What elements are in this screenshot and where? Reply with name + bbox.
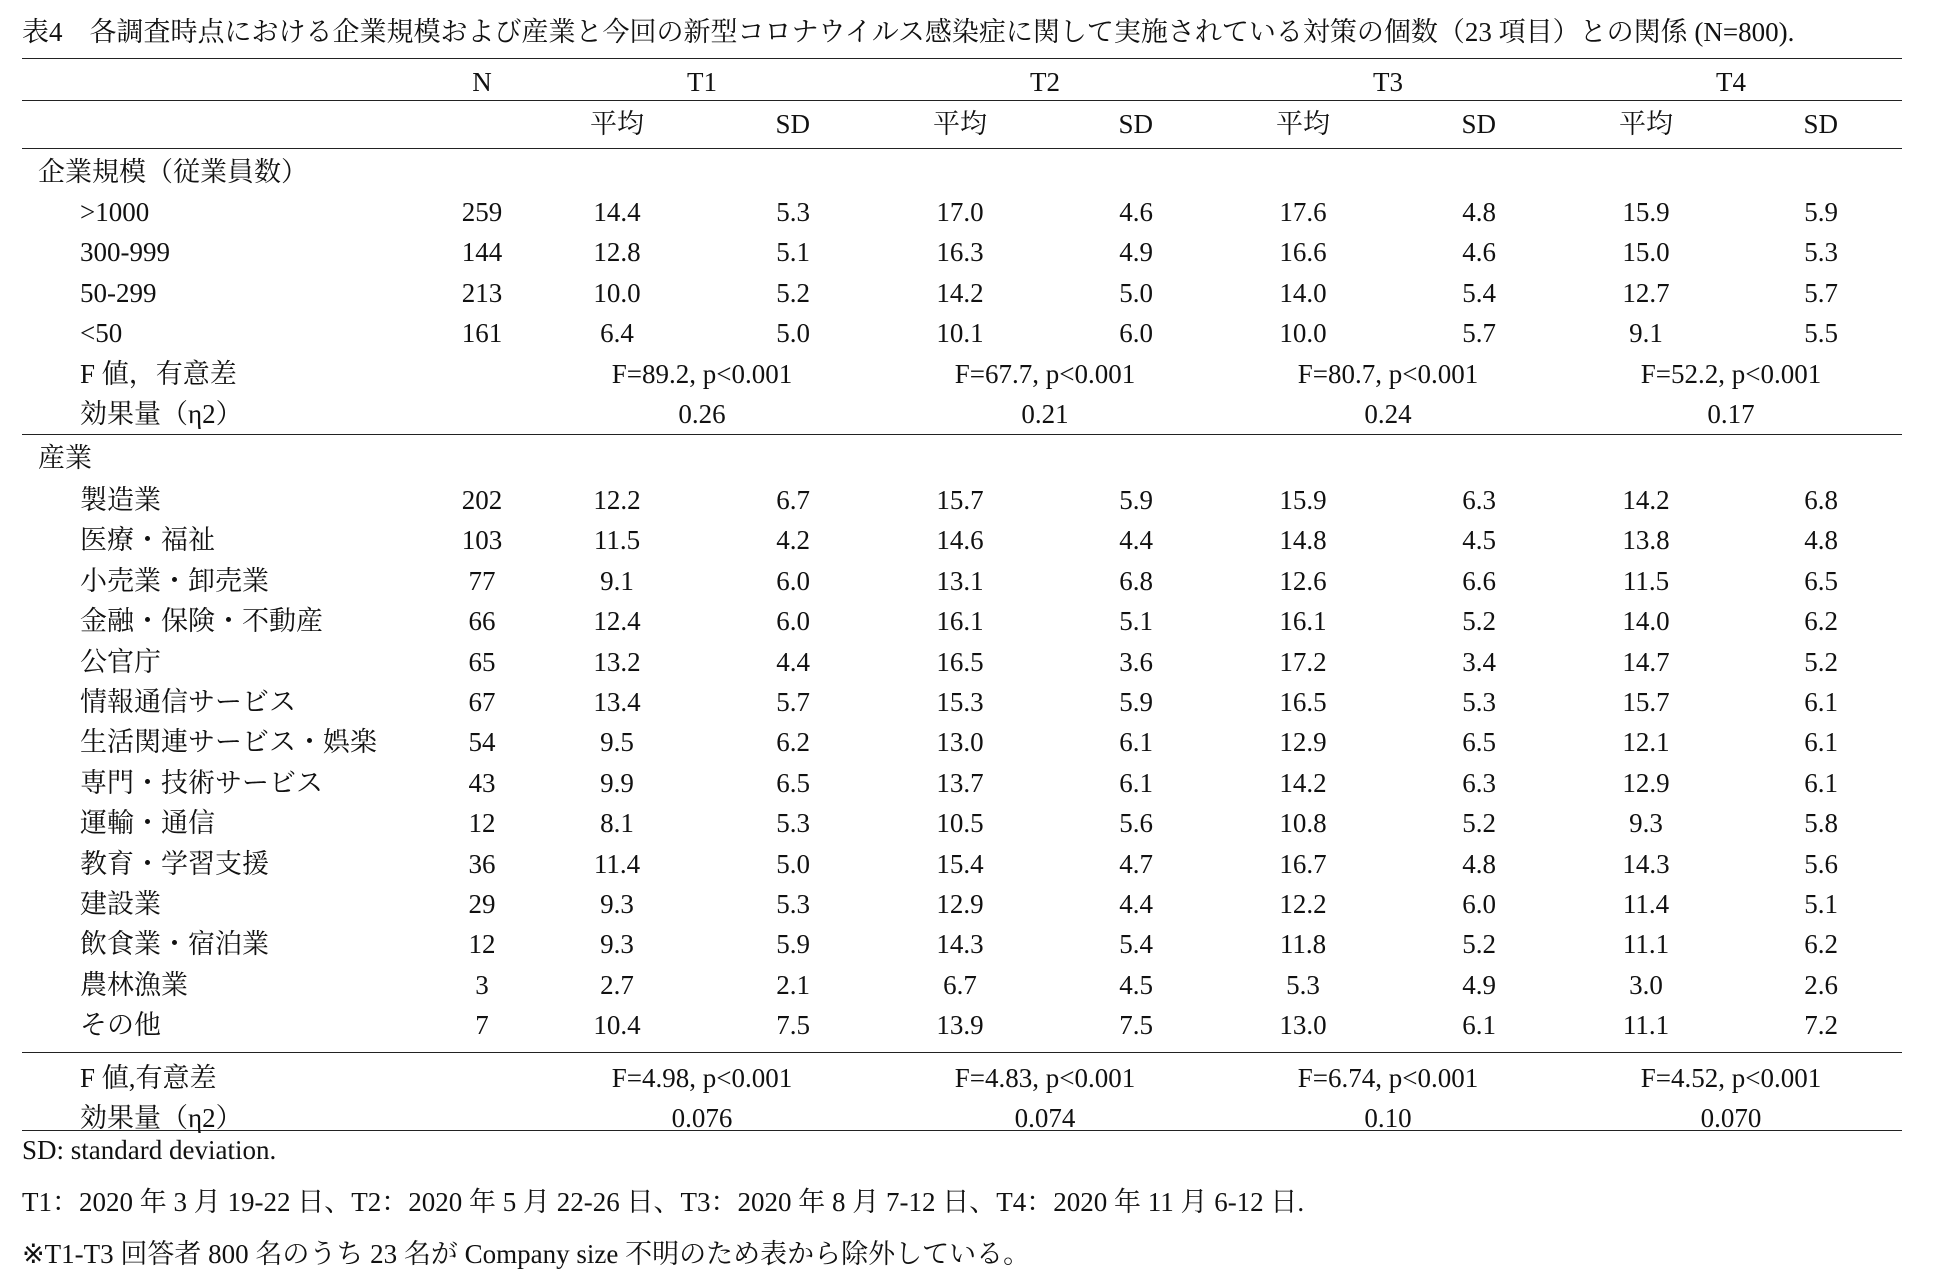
cell-mean-t3: 10.8	[1279, 808, 1327, 839]
header-mean-t1: 平均	[590, 109, 644, 139]
cell-sd-t2: 5.0	[1119, 277, 1153, 308]
row-label: 50-299	[80, 277, 157, 308]
f-value-t1: F=4.98, p<0.001	[611, 1063, 793, 1093]
cell-sd-t2: 5.1	[1119, 606, 1153, 637]
row-label: 製造業	[80, 485, 161, 515]
header-period-t4: T4	[1716, 67, 1746, 97]
cell-sd-t1: 5.7	[776, 687, 810, 717]
cell-sd-t2: 5.6	[1119, 808, 1153, 839]
cell-sd-t4: 6.2	[1804, 606, 1838, 637]
cell-sd-t2: 6.1	[1119, 767, 1153, 798]
cell-sd-t2: 5.9	[1119, 687, 1153, 717]
cell-sd-t2: 4.9	[1119, 237, 1153, 268]
row-n: 144	[461, 237, 503, 268]
cell-sd-t1: 4.2	[776, 525, 810, 556]
cell-sd-t2: 4.6	[1119, 197, 1153, 227]
cell-sd-t2: 4.7	[1119, 848, 1153, 879]
cell-mean-t1: 12.2	[593, 485, 641, 515]
cell-sd-t4: 5.7	[1804, 277, 1838, 308]
cell-sd-t3: 4.8	[1462, 848, 1496, 879]
cell-mean-t4: 3.0	[1629, 969, 1663, 1000]
cell-mean-t3: 11.8	[1279, 929, 1327, 960]
row-n: 29	[468, 889, 496, 919]
cell-mean-t3: 12.6	[1279, 565, 1327, 596]
header-sd-t3: SD	[1461, 109, 1496, 139]
cell-mean-t1: 6.4	[600, 318, 634, 349]
cell-mean-t2: 14.2	[936, 277, 984, 308]
f-value-t2: F=4.83, p<0.001	[954, 1063, 1136, 1093]
header-sd-t4: SD	[1803, 109, 1838, 139]
cell-sd-t4: 5.5	[1804, 318, 1838, 349]
f-value-t4: F=4.52, p<0.001	[1640, 1063, 1822, 1093]
row-n: 259	[461, 197, 503, 227]
eta-value-t4: 0.070	[1700, 1103, 1762, 1133]
eta-value-t3: 0.10	[1364, 1103, 1412, 1133]
cell-sd-t4: 5.3	[1804, 237, 1838, 268]
row-label: 金融・保険・不動産	[80, 606, 323, 637]
cell-sd-t1: 5.2	[776, 277, 810, 308]
cell-sd-t1: 5.0	[776, 318, 810, 349]
cell-mean-t1: 9.5	[600, 727, 634, 758]
row-label: その他	[80, 1010, 161, 1041]
table-caption: 表4 各調査時点における企業規模および産業と今回の新型コロナウイルス感染症に関して実施されている対策の個数（23 項目）との関係 (N=800).	[22, 17, 1795, 47]
f-value-t1: F=89.2, p<0.001	[611, 359, 793, 389]
cell-mean-t3: 12.9	[1279, 727, 1327, 758]
cell-mean-t4: 14.7	[1622, 646, 1670, 677]
row-n: 65	[468, 646, 496, 677]
header-n: N	[472, 67, 492, 97]
f-value-t4: F=52.2, p<0.001	[1640, 359, 1822, 389]
cell-sd-t4: 7.2	[1804, 1010, 1838, 1041]
cell-sd-t4: 5.1	[1804, 889, 1838, 919]
row-n: 54	[468, 727, 496, 758]
cell-sd-t3: 3.4	[1462, 646, 1496, 677]
cell-sd-t1: 7.5	[776, 1010, 810, 1041]
cell-sd-t1: 6.0	[776, 606, 810, 637]
cell-mean-t4: 12.7	[1622, 277, 1670, 308]
cell-mean-t1: 10.4	[593, 1010, 641, 1041]
row-label: 建設業	[80, 889, 161, 919]
header-mid-rule	[22, 100, 1902, 101]
row-n: 213	[461, 277, 503, 308]
cell-sd-t3: 4.5	[1462, 525, 1496, 556]
row-label: <50	[80, 318, 123, 349]
row-label: 飲食業・宿泊業	[80, 929, 269, 960]
f-label: F 値,有意差	[80, 1063, 217, 1093]
row-n: 43	[468, 767, 496, 798]
cell-mean-t1: 13.2	[593, 646, 641, 677]
cell-mean-t2: 6.7	[943, 969, 977, 1000]
header-period-t1: T1	[687, 67, 717, 97]
industry-divider-rule	[22, 1052, 1902, 1053]
f-value-t3: F=80.7, p<0.001	[1297, 359, 1479, 389]
row-label: 専門・技術サービス	[80, 767, 323, 798]
f-value-t2: F=67.7, p<0.001	[954, 359, 1136, 389]
cell-sd-t3: 6.0	[1462, 889, 1496, 919]
eta-value-t1: 0.26	[678, 399, 726, 429]
eta-value-t2: 0.21	[1021, 399, 1069, 429]
cell-sd-t3: 6.1	[1462, 1010, 1496, 1041]
cell-mean-t2: 15.7	[936, 485, 984, 515]
cell-sd-t1: 5.1	[776, 237, 810, 268]
cell-sd-t4: 2.6	[1804, 969, 1838, 1000]
cell-sd-t2: 5.9	[1119, 485, 1153, 515]
row-n: 103	[461, 525, 503, 556]
cell-mean-t4: 11.5	[1622, 565, 1670, 596]
cell-sd-t4: 5.8	[1804, 808, 1838, 839]
cell-mean-t1: 11.4	[593, 848, 641, 879]
cell-sd-t3: 5.2	[1462, 929, 1496, 960]
cell-sd-t3: 5.7	[1462, 318, 1496, 349]
cell-mean-t4: 14.0	[1622, 606, 1670, 637]
header-mean-t3: 平均	[1276, 109, 1330, 139]
cell-sd-t3: 4.6	[1462, 237, 1496, 268]
cell-sd-t4: 4.8	[1804, 525, 1838, 556]
row-label: >1000	[80, 197, 150, 227]
footnote-sd: SD: standard deviation.	[22, 1135, 277, 1165]
cell-sd-t3: 6.5	[1462, 727, 1496, 758]
header-mean-t4: 平均	[1619, 109, 1673, 139]
cell-sd-t1: 2.1	[776, 969, 810, 1000]
row-label: 農林漁業	[80, 969, 188, 1000]
industry-section-title: 産業	[38, 443, 92, 473]
header-bottom-rule	[22, 148, 1902, 149]
cell-mean-t1: 12.4	[593, 606, 641, 637]
row-n: 7	[475, 1010, 489, 1041]
cell-mean-t2: 10.1	[936, 318, 984, 349]
eta-label: 効果量（η2）	[80, 399, 243, 429]
row-label: 小売業・卸売業	[80, 565, 269, 596]
cell-mean-t4: 13.8	[1622, 525, 1670, 556]
cell-mean-t1: 8.1	[600, 808, 634, 839]
cell-sd-t1: 5.9	[776, 929, 810, 960]
cell-mean-t3: 14.2	[1279, 767, 1327, 798]
cell-sd-t3: 4.9	[1462, 969, 1496, 1000]
cell-mean-t1: 9.3	[600, 889, 634, 919]
cell-sd-t2: 4.4	[1119, 525, 1153, 556]
cell-sd-t4: 5.9	[1804, 197, 1838, 227]
cell-sd-t4: 5.2	[1804, 646, 1838, 677]
cell-mean-t4: 14.2	[1622, 485, 1670, 515]
row-n: 67	[468, 687, 496, 717]
cell-sd-t3: 4.8	[1462, 197, 1496, 227]
header-period-t3: T3	[1373, 67, 1403, 97]
cell-mean-t4: 15.0	[1622, 237, 1670, 268]
cell-mean-t4: 11.1	[1622, 929, 1670, 960]
row-n: 36	[468, 848, 496, 879]
cell-sd-t4: 5.6	[1804, 848, 1838, 879]
cell-mean-t4: 9.1	[1629, 318, 1663, 349]
header-sd-t1: SD	[775, 109, 810, 139]
cell-mean-t2: 13.7	[936, 767, 984, 798]
cell-mean-t4: 11.1	[1622, 1010, 1670, 1041]
cell-mean-t1: 10.0	[593, 277, 641, 308]
cell-sd-t2: 5.4	[1119, 929, 1153, 960]
row-n: 3	[475, 969, 489, 1000]
row-label: 医療・福祉	[80, 525, 215, 556]
row-n: 12	[468, 808, 496, 839]
cell-mean-t4: 15.7	[1622, 687, 1670, 717]
cell-mean-t3: 12.2	[1279, 889, 1327, 919]
row-label: 生活関連サービス・娯楽	[80, 727, 377, 758]
cell-mean-t1: 14.4	[593, 197, 641, 227]
cell-sd-t3: 5.4	[1462, 277, 1496, 308]
row-n: 12	[468, 929, 496, 960]
cell-sd-t3: 5.3	[1462, 687, 1496, 717]
row-n: 77	[468, 565, 496, 596]
cell-sd-t4: 6.1	[1804, 727, 1838, 758]
cell-mean-t3: 16.5	[1279, 687, 1327, 717]
cell-sd-t1: 5.3	[776, 808, 810, 839]
row-label: 300-999	[80, 237, 170, 268]
company-section-title: 企業規模（従業員数）	[38, 157, 308, 187]
cell-mean-t3: 5.3	[1286, 969, 1320, 1000]
cell-mean-t1: 9.1	[600, 565, 634, 596]
cell-sd-t4: 6.1	[1804, 687, 1838, 717]
cell-mean-t2: 14.6	[936, 525, 984, 556]
footnote-dates: T1：2020 年 3 月 19-22 日、T2：2020 年 5 月 22-26 日、T3：2020 年 8 月 7-12 日、T4：2020 年 11 月 6-12 日.	[22, 1187, 1305, 1217]
cell-mean-t1: 9.9	[600, 767, 634, 798]
cell-mean-t2: 16.5	[936, 646, 984, 677]
row-label: 教育・学習支援	[80, 848, 269, 879]
cell-sd-t1: 6.5	[776, 767, 810, 798]
cell-sd-t1: 5.3	[776, 889, 810, 919]
row-n: 202	[461, 485, 503, 515]
cell-mean-t2: 17.0	[936, 197, 984, 227]
cell-sd-t4: 6.5	[1804, 565, 1838, 596]
cell-mean-t4: 11.4	[1622, 889, 1670, 919]
cell-sd-t3: 6.3	[1462, 485, 1496, 515]
cell-mean-t2: 10.5	[936, 808, 984, 839]
cell-sd-t2: 7.5	[1119, 1010, 1153, 1041]
cell-sd-t2: 4.5	[1119, 969, 1153, 1000]
cell-mean-t1: 2.7	[600, 969, 634, 1000]
row-label: 公官庁	[80, 646, 161, 677]
footnote-exclusion: ※T1-T3 回答者 800 名のうち 23 名が Company size 不明のため表から除外している。	[22, 1239, 1031, 1269]
cell-mean-t2: 13.0	[936, 727, 984, 758]
cell-mean-t3: 14.8	[1279, 525, 1327, 556]
cell-mean-t2: 15.3	[936, 687, 984, 717]
cell-mean-t2: 14.3	[936, 929, 984, 960]
cell-sd-t1: 5.0	[776, 848, 810, 879]
cell-sd-t2: 6.8	[1119, 565, 1153, 596]
header-mean-t2: 平均	[933, 109, 987, 139]
cell-mean-t3: 13.0	[1279, 1010, 1327, 1041]
cell-mean-t2: 12.9	[936, 889, 984, 919]
row-label: 情報通信サービス	[80, 687, 296, 717]
cell-mean-t3: 16.6	[1279, 237, 1327, 268]
cell-sd-t3: 5.2	[1462, 808, 1496, 839]
cell-mean-t4: 14.3	[1622, 848, 1670, 879]
cell-mean-t3: 16.7	[1279, 848, 1327, 879]
eta-value-t3: 0.24	[1364, 399, 1412, 429]
cell-sd-t4: 6.1	[1804, 767, 1838, 798]
section-divider-rule	[22, 434, 1902, 435]
cell-mean-t2: 13.1	[936, 565, 984, 596]
cell-mean-t3: 17.6	[1279, 197, 1327, 227]
cell-mean-t4: 15.9	[1622, 197, 1670, 227]
cell-sd-t2: 3.6	[1119, 646, 1153, 677]
eta-value-t4: 0.17	[1707, 399, 1755, 429]
cell-sd-t1: 6.2	[776, 727, 810, 758]
cell-mean-t1: 9.3	[600, 929, 634, 960]
cell-sd-t2: 4.4	[1119, 889, 1153, 919]
cell-sd-t2: 6.0	[1119, 318, 1153, 349]
cell-mean-t3: 16.1	[1279, 606, 1327, 637]
cell-mean-t3: 10.0	[1279, 318, 1327, 349]
top-rule	[22, 58, 1902, 59]
cell-sd-t3: 5.2	[1462, 606, 1496, 637]
cell-mean-t1: 12.8	[593, 237, 641, 268]
cell-mean-t2: 13.9	[936, 1010, 984, 1041]
cell-sd-t4: 6.8	[1804, 485, 1838, 515]
cell-mean-t4: 12.1	[1622, 727, 1670, 758]
row-n: 66	[468, 606, 496, 637]
cell-sd-t2: 6.1	[1119, 727, 1153, 758]
cell-sd-t3: 6.3	[1462, 767, 1496, 798]
cell-sd-t1: 6.7	[776, 485, 810, 515]
cell-mean-t1: 11.5	[593, 525, 641, 556]
cell-sd-t1: 5.3	[776, 197, 810, 227]
f-value-t3: F=6.74, p<0.001	[1297, 1063, 1479, 1093]
cell-mean-t2: 16.1	[936, 606, 984, 637]
cell-mean-t1: 13.4	[593, 687, 641, 717]
eta-label: 効果量（η2）	[80, 1103, 243, 1133]
cell-mean-t2: 15.4	[936, 848, 984, 879]
cell-mean-t4: 12.9	[1622, 767, 1670, 798]
cell-sd-t4: 6.2	[1804, 929, 1838, 960]
f-label: F 値，有意差	[80, 359, 237, 389]
cell-mean-t3: 15.9	[1279, 485, 1327, 515]
cell-mean-t4: 9.3	[1629, 808, 1663, 839]
row-n: 161	[461, 318, 503, 349]
cell-mean-t3: 17.2	[1279, 646, 1327, 677]
cell-mean-t3: 14.0	[1279, 277, 1327, 308]
cell-mean-t2: 16.3	[936, 237, 984, 268]
eta-value-t2: 0.074	[1014, 1103, 1076, 1133]
eta-value-t1: 0.076	[671, 1103, 733, 1133]
row-label: 運輸・通信	[80, 808, 215, 839]
header-period-t2: T2	[1030, 67, 1060, 97]
cell-sd-t3: 6.6	[1462, 565, 1496, 596]
header-sd-t2: SD	[1118, 109, 1153, 139]
cell-sd-t1: 6.0	[776, 565, 810, 596]
cell-sd-t1: 4.4	[776, 646, 810, 677]
